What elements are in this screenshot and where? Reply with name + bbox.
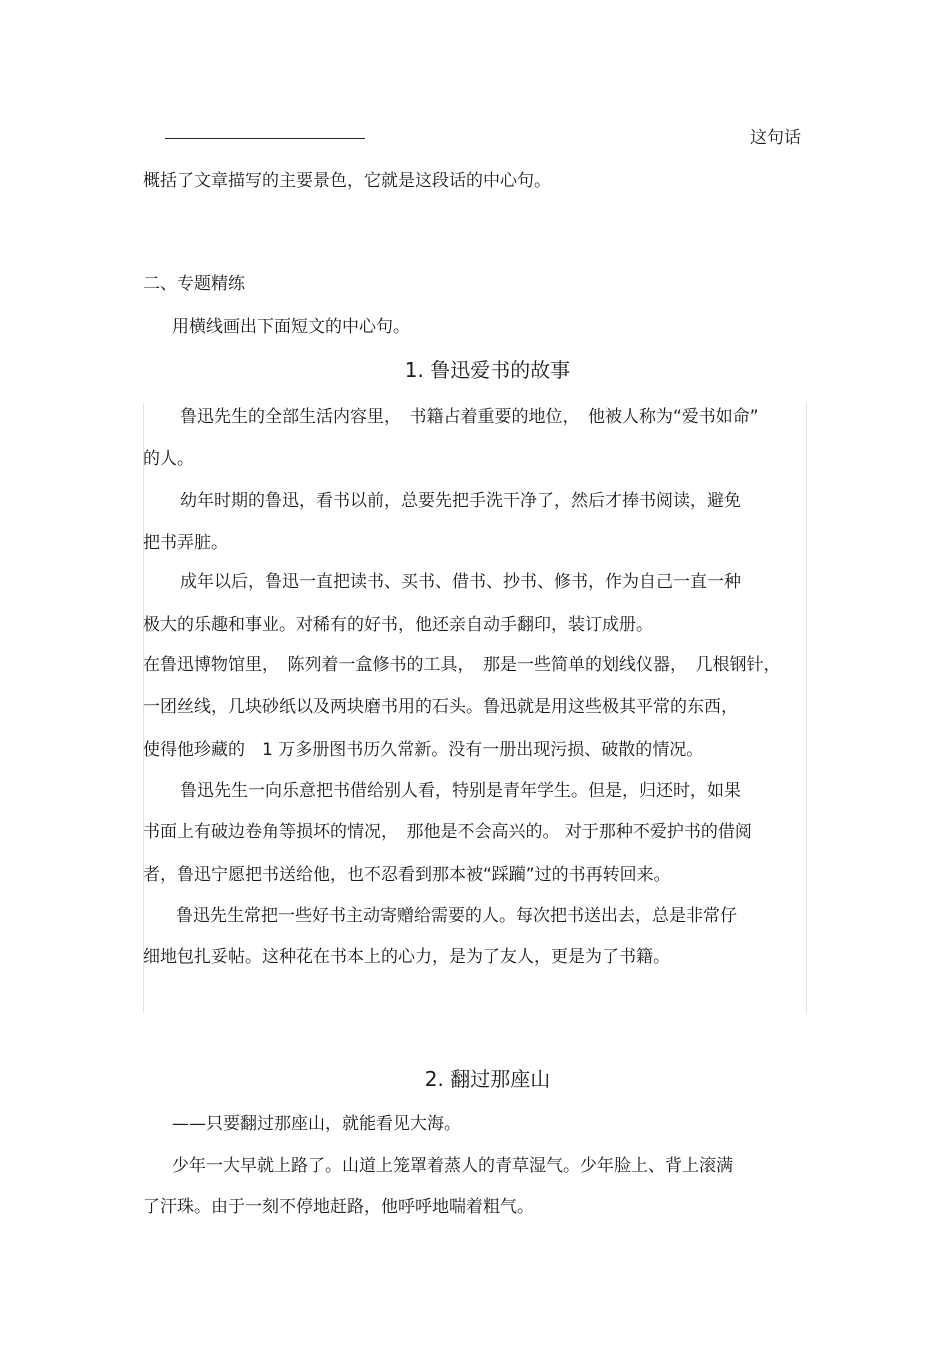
story1-line: 者，鲁迅宁愿把书送给他，也不忍看到那本被“踩躏”过的书再转回来。	[143, 865, 671, 885]
section-heading: 二、专题精练	[143, 274, 245, 294]
story1-right-border	[806, 403, 807, 1013]
story2-line: ——只要翻过那座山，就能看见大海。	[172, 1114, 461, 1134]
section-instruction: 用横线画出下面短文的中心句。	[172, 317, 410, 337]
story1-title: 1. 鲁迅爱书的故事	[404, 358, 571, 382]
story1-line: 把书弄脏。	[143, 533, 228, 553]
story2-title: 2. 翻过那座山	[424, 1067, 551, 1091]
story1-line: 在鲁迅博物馆里， 陈列着一盒修书的工具， 那是一些简单的划线仪器， 几根钢针，	[143, 655, 781, 675]
story1-line: 鲁迅先生一向乐意把书借给别人看，特别是青年学生。但是，归还时，如果	[180, 781, 741, 801]
intro-right-text: 这句话	[750, 128, 801, 148]
story1-line: 细地包扎妥帖。这种花在书本上的心力，是为了友人，更是为了书籍。	[143, 947, 670, 967]
story1-line: 幼年时期的鲁迅，看书以前，总要先把手洗干净了，然后才捧书阅读，避免	[180, 491, 741, 511]
story1-line: 极大的乐趣和事业。对稀有的好书，他还亲自动手翻印，装订成册。	[143, 615, 653, 635]
story1-line: 鲁迅先生的全部生活内容里， 书籍占着重要的地位， 他被人称为“爱书如命”	[180, 407, 759, 427]
story1-line: 使得他珍藏的 1 万多册图书历久常新。没有一册出现污损、破散的情况。	[143, 740, 704, 760]
story2-line: 了汗珠。由于一刻不停地赶路，他呼呼地喘着粗气。	[143, 1197, 534, 1217]
story1-line: 一团丝线，几块砂纸以及两块磨书用的石头。鲁迅就是用这些极其平常的东西，	[143, 697, 738, 717]
story1-line: 的人。	[143, 449, 194, 469]
intro-line: 概括了文章描写的主要景色，它就是这段话的中心句。	[143, 171, 551, 191]
answer-blank-line	[165, 138, 365, 139]
story1-line: 鲁迅先生常把一些好书主动寄赠给需要的人。每次把书送出去，总是非常仔	[176, 906, 737, 926]
story1-line: 书面上有破边卷角等损坏的情况， 那他是不会高兴的。 对于那种不爱护书的借阅	[143, 822, 752, 842]
story1-line: 成年以后，鲁迅一直把读书、买书、借书、抄书、修书，作为自己一直一种	[180, 572, 741, 592]
story2-line: 少年一大早就上路了。山道上笼罩着蒸人的青草湿气。少年脸上、背上滚满	[172, 1156, 733, 1176]
